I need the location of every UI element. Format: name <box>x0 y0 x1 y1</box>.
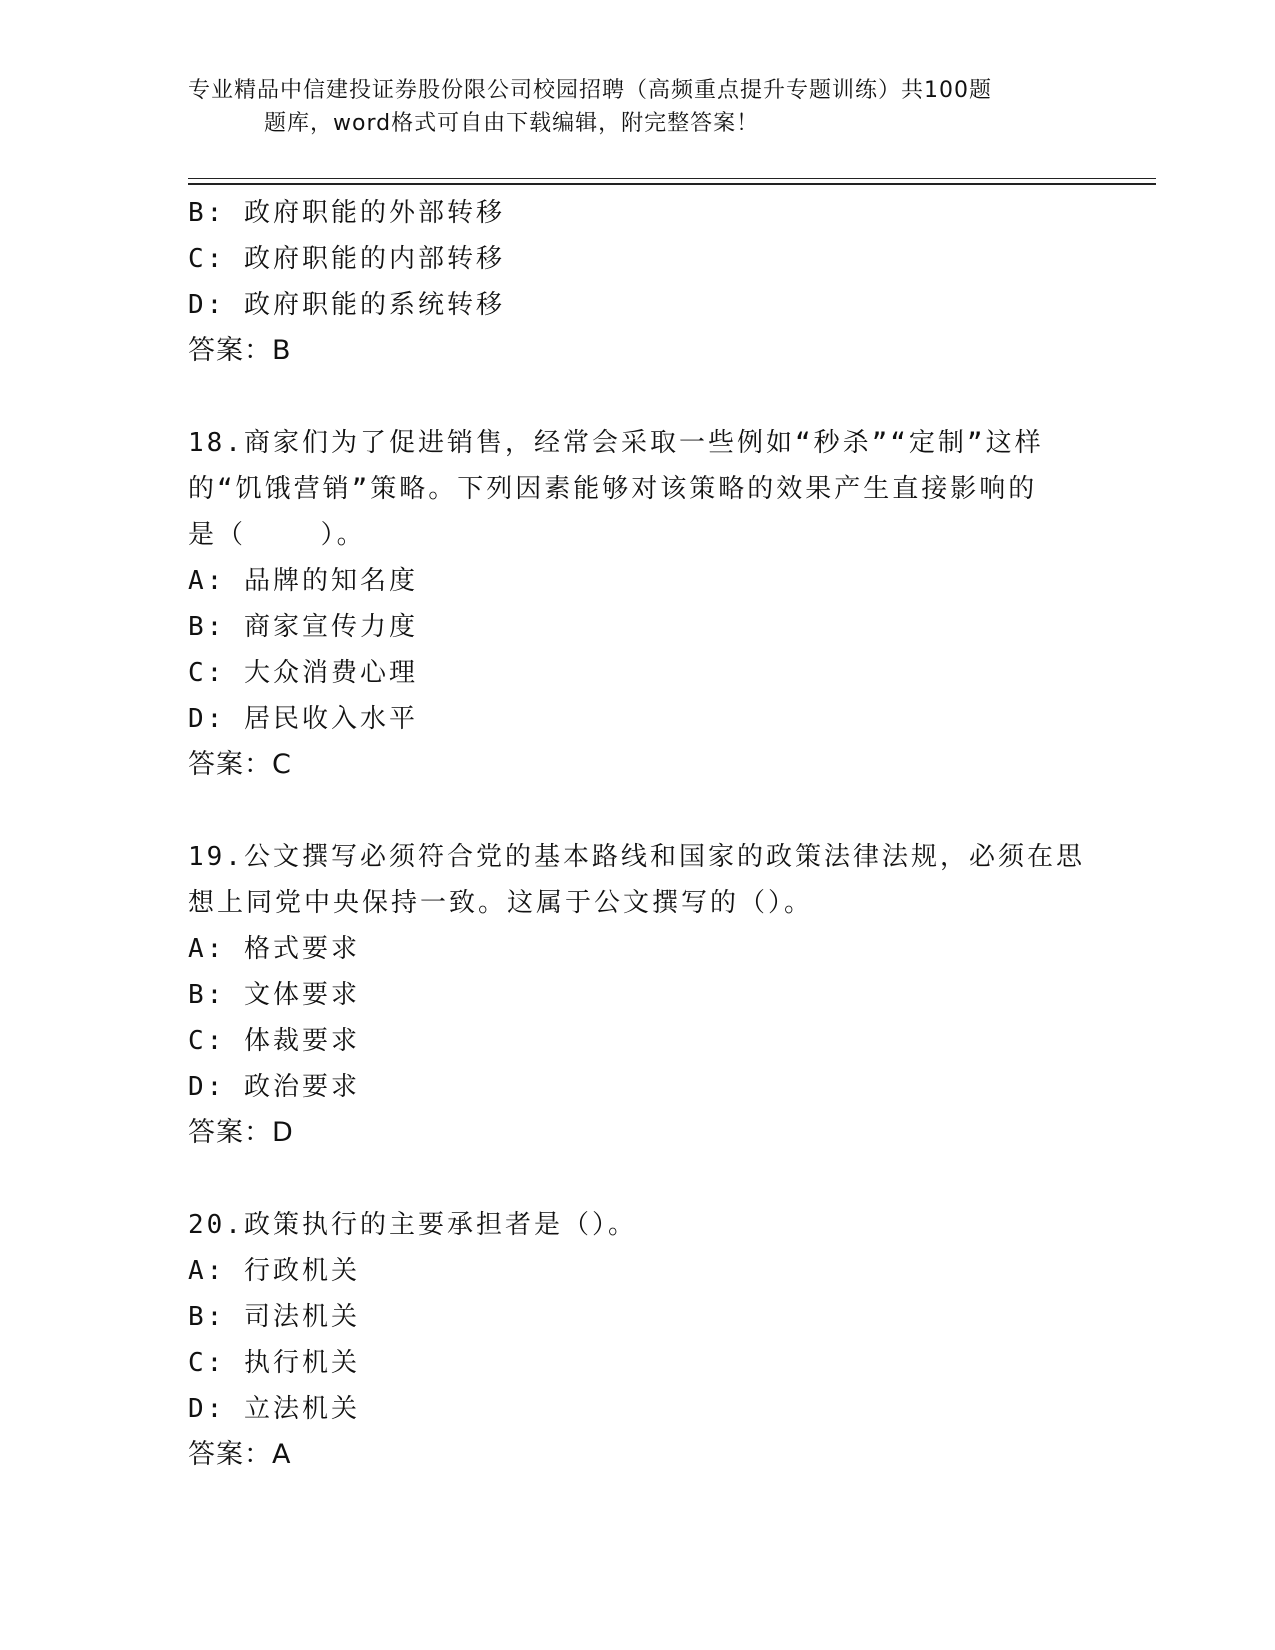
header-title-line-2: 题库，word格式可自由下载编辑，附完整答案！ <box>264 111 760 136</box>
option-d: D: 立法机关 <box>188 1394 360 1424</box>
option-c: C: 大众消费心理 <box>188 658 418 688</box>
question-18 <box>188 420 1088 788</box>
option-d: D: 居民收入水平 <box>188 704 418 734</box>
option-b: B: 司法机关 <box>188 1302 360 1332</box>
option-b: B: 文体要求 <box>188 980 360 1010</box>
header-divider-thin <box>188 178 1156 179</box>
header-divider-thick <box>188 183 1156 185</box>
header-title-line-1: 专业精品中信建投证券股份限公司校园招聘（高频重点提升专题训练）共100题 <box>188 78 992 103</box>
option-c: C: 执行机关 <box>188 1348 360 1378</box>
option-a: A: 品牌的知名度 <box>188 566 418 596</box>
question-20 <box>188 1202 1088 1478</box>
stem-line: 想上同党中央保持一致。这属于公文撰写的（）。 <box>188 888 814 918</box>
option-a: A: 格式要求 <box>188 934 360 964</box>
question-stem <box>188 1202 1088 1248</box>
stem-line: 是（ ）。 <box>188 520 366 550</box>
answer: 答案：A <box>188 1439 292 1470</box>
answer: 答案：C <box>188 749 292 780</box>
question-19 <box>188 834 1088 1156</box>
stem-line: 18.商家们为了促进销售，经常会采取一些例如“秒杀”“定制”这样 <box>188 428 1044 458</box>
option-d: D: 政府职能的系统转移 <box>188 290 505 320</box>
question-stem <box>188 834 1088 926</box>
question-list <box>188 190 1088 1478</box>
question-stem <box>188 420 1088 558</box>
option-d: D: 政治要求 <box>188 1072 360 1102</box>
question-17-tail <box>188 190 1088 374</box>
stem-line: 19.公文撰写必须符合党的基本路线和国家的政策法律法规，必须在思 <box>188 842 1085 872</box>
page-header <box>188 74 1088 140</box>
answer: 答案：B <box>188 335 292 366</box>
option-c: C: 体裁要求 <box>188 1026 360 1056</box>
option-c: C: 政府职能的内部转移 <box>188 244 505 274</box>
option-b: B: 商家宣传力度 <box>188 612 418 642</box>
option-a: A: 行政机关 <box>188 1256 360 1286</box>
stem-line: 的“饥饿营销”策略。下列因素能够对该策略的效果产生直接影响的 <box>188 474 1038 504</box>
answer: 答案：D <box>188 1117 294 1148</box>
stem-line: 20.政策执行的主要承担者是（）。 <box>188 1210 637 1240</box>
option-b: B: 政府职能的外部转移 <box>188 198 505 228</box>
